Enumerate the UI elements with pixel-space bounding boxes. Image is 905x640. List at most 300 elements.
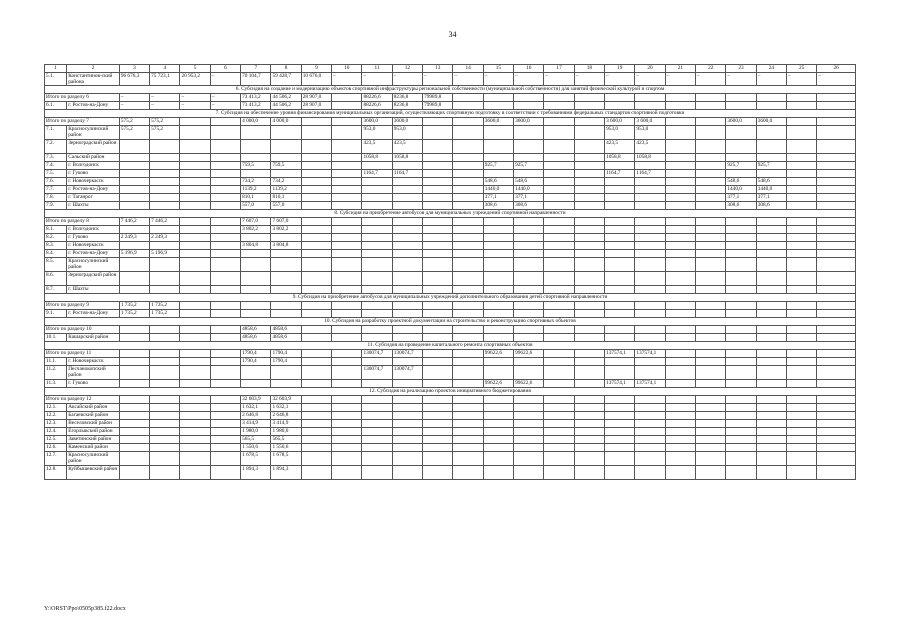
table-cell [301,334,331,342]
table-cell [392,444,422,452]
table-cell [392,466,422,480]
table-row [45,140,856,154]
table-cell [817,380,856,388]
table-cell [544,234,574,242]
table-cell [605,226,635,234]
table-cell [605,242,635,250]
table-cell [514,226,544,234]
table-cell [241,272,271,286]
table-cell [150,258,180,272]
table-cell: 2 249,3 [119,234,149,242]
row-number: 12.8. [45,466,67,480]
table-cell [423,226,453,234]
table-cell [756,94,786,102]
table-cell [574,334,604,342]
table-cell [453,154,483,162]
row-number: 6.1. [45,102,67,110]
table-cell [787,444,817,452]
table-cell [453,286,483,294]
table-cell [241,302,271,310]
table-cell [635,334,665,342]
table-cell [787,258,817,272]
table-cell [423,194,453,202]
table-cell [180,202,210,210]
table-row [45,286,856,294]
table-cell [756,218,786,226]
row-label: г. Волгодонск [67,226,120,234]
table-cell [696,178,726,186]
table-cell [301,194,331,202]
table-cell: 4858,6 [241,326,271,334]
table-cell [574,404,604,412]
total-label: Итого по разделу 6 [45,94,120,102]
table-cell: 1790,4 [241,350,271,358]
table-cell [726,126,756,140]
column-number: 18 [574,65,604,73]
column-number: 11 [362,65,392,73]
table-cell [696,102,726,110]
table-cell [817,412,856,420]
table-cell [696,242,726,250]
table-cell [332,178,362,186]
table-cell [332,258,362,272]
table-cell [180,258,210,272]
table-cell [332,118,362,126]
table-cell [574,218,604,226]
table-cell [180,118,210,126]
table-cell [665,366,695,380]
table-cell [332,102,362,110]
table-cell [241,234,271,242]
table-cell: 810,1 [241,194,271,202]
table-cell [574,94,604,102]
table-row [45,242,856,250]
table-cell [635,412,665,420]
table-cell [180,358,210,366]
table-cell [756,452,786,466]
table-cell [271,286,301,294]
table-cell [392,420,422,428]
row-label: Зерноградский район [67,140,120,154]
table-cell [817,118,856,126]
row-label: г. Шахты [67,286,120,294]
table-cell [332,428,362,436]
table-cell [483,396,513,404]
table-cell: 548,6 [726,178,756,186]
table-cell [665,218,695,226]
table-cell [301,380,331,388]
row-number: 10.1. [45,334,67,342]
table-cell: 1440,0 [756,186,786,194]
table-cell [696,466,726,480]
column-number: 6 [210,65,240,73]
section-row [45,294,856,302]
table-cell [787,218,817,226]
column-number: 15 [483,65,513,73]
table-cell [423,258,453,272]
table-cell [210,310,240,318]
table-cell: 73 413,2 [241,102,271,110]
table-cell [787,286,817,294]
table-cell [514,396,544,404]
table-cell [453,234,483,242]
table-cell [514,412,544,420]
table-cell [392,178,422,186]
table-cell [271,126,301,140]
column-number-row [45,65,856,73]
table-cell [150,420,180,428]
table-cell [696,202,726,210]
table-cell [726,242,756,250]
table-cell [119,452,149,466]
table-cell [423,178,453,186]
table-cell [544,218,574,226]
table-cell: – [150,94,180,102]
table-cell [696,302,726,310]
table-cell: 759,5 [271,162,301,170]
table-cell: 3600,0 [726,118,756,126]
table-cell [453,250,483,258]
table-cell [696,218,726,226]
table-row [45,466,856,480]
column-number: 14 [453,65,483,73]
table-cell [362,258,392,272]
table-cell [483,218,513,226]
table-cell [817,178,856,186]
table-cell: 75 723,1 [150,73,180,86]
table-cell [241,154,271,162]
table-cell [605,102,635,110]
table-cell [574,326,604,334]
table-cell: 548,6 [514,178,544,186]
table-cell [817,286,856,294]
table-cell [544,154,574,162]
table-cell [150,154,180,162]
table-cell [756,436,786,444]
table-cell: 1 980,0 [241,428,271,436]
table-cell [453,126,483,140]
column-number: 9 [301,65,331,73]
table-cell [119,140,149,154]
table-cell [150,162,180,170]
table-cell [392,380,422,388]
table-cell [362,162,392,170]
table-cell [787,326,817,334]
table-cell [635,436,665,444]
table-cell [150,326,180,334]
table-cell [453,258,483,272]
table-row [45,420,856,428]
table-cell: – [514,73,544,86]
table-cell [817,162,856,170]
table-cell [817,350,856,358]
table-cell [726,140,756,154]
table-cell [544,126,574,140]
table-cell [453,428,483,436]
table-cell [483,452,513,466]
table-cell: – [787,73,817,86]
table-cell [787,170,817,178]
row-number: 7.9. [45,202,67,210]
table-cell [423,452,453,466]
table-cell [210,226,240,234]
row-label: г. Ростов-на-Дону [67,250,120,258]
table-cell [817,366,856,380]
table-cell: 3 804,8 [241,242,271,250]
table-cell [756,412,786,420]
table-cell [392,358,422,366]
table-cell [392,452,422,466]
row-label: Сальский район [67,154,120,162]
table-cell: 575,2 [150,126,180,140]
table-cell [483,404,513,412]
table-cell [210,350,240,358]
table-cell: 810,1 [271,194,301,202]
table-cell [756,310,786,318]
table-cell [696,170,726,178]
table-cell [483,170,513,178]
table-cell [119,404,149,412]
table-cell [726,218,756,226]
table-cell [514,140,544,154]
table-cell [332,380,362,388]
table-cell [544,272,574,286]
table-row [45,162,856,170]
table-cell [180,396,210,404]
table-cell [817,226,856,234]
table-cell [453,350,483,358]
table-cell [210,126,240,140]
table-cell [635,234,665,242]
table-cell [726,358,756,366]
table-cell [423,202,453,210]
table-cell: 734,2 [271,178,301,186]
table-cell: 1164,7 [362,170,392,178]
table-cell: 925,7 [726,162,756,170]
table-cell [180,286,210,294]
column-number: 13 [423,65,453,73]
table-cell [544,452,574,466]
table-cell [514,272,544,286]
table-row [45,272,856,286]
table-cell: 99622,6 [483,380,513,388]
table-cell [756,396,786,404]
table-cell [696,428,726,436]
table-cell [756,234,786,242]
table-cell [665,94,695,102]
table-cell [635,466,665,480]
table-cell [544,186,574,194]
table-cell [574,194,604,202]
row-label: Куйбышевский район [67,466,120,480]
table-cell [665,286,695,294]
table-cell [574,242,604,250]
table-cell: 557,0 [271,202,301,210]
table-cell [635,250,665,258]
table-cell [817,358,856,366]
table-cell [665,170,695,178]
table-cell [180,334,210,342]
table-cell [362,302,392,310]
column-number: 12 [392,65,422,73]
table-cell: 1 632,1 [271,404,301,412]
table-cell [483,250,513,258]
table-cell [605,366,635,380]
table-row [45,334,856,342]
table-cell [665,154,695,162]
column-number: 7 [241,65,271,73]
column-number: 16 [514,65,544,73]
table-cell [119,154,149,162]
table-cell [301,326,331,334]
table-cell [817,272,856,286]
table-cell [514,94,544,102]
total-label: Итого по разделу 12 [45,396,120,404]
table-cell: 1058,8 [362,154,392,162]
table-cell [483,234,513,242]
table-cell [362,178,392,186]
table-cell [392,194,422,202]
column-number: 3 [119,65,149,73]
table-cell [574,436,604,444]
table-cell [210,178,240,186]
table-cell [787,380,817,388]
table-cell [423,310,453,318]
table-cell: 1 735,2 [119,302,149,310]
table-cell [514,404,544,412]
table-cell [756,334,786,342]
row-number: 8.1. [45,226,67,234]
table-cell [150,350,180,358]
table-cell [241,286,271,294]
table-cell [423,366,453,380]
table-cell [180,126,210,140]
table-cell: – [180,102,210,110]
table-cell [817,302,856,310]
row-label: Заветинский район [67,436,120,444]
table-cell [180,444,210,452]
column-number: 1 [45,65,67,73]
table-cell [210,380,240,388]
column-number: 25 [787,65,817,73]
table-cell: 734,2 [241,178,271,186]
table-cell: 5 196,9 [150,250,180,258]
table-cell: 575,2 [119,118,149,126]
table-cell: 308,6 [483,202,513,210]
table-cell: 4 000,0 [241,118,271,126]
table-cell [150,226,180,234]
table-cell [605,396,635,404]
column-number: 4 [150,65,180,73]
table-cell [544,366,574,380]
row-label: Красносулинский район [67,126,120,140]
table-cell: 377,1 [514,194,544,202]
table-cell [635,194,665,202]
table-cell [453,380,483,388]
table-cell [362,358,392,366]
table-cell [605,202,635,210]
table-cell [696,404,726,412]
table-cell [483,358,513,366]
table-cell [726,404,756,412]
table-cell [150,202,180,210]
table-cell: 1139,2 [241,186,271,194]
table-cell [696,194,726,202]
table-cell [635,218,665,226]
table-cell [453,444,483,452]
table-cell [301,444,331,452]
table-cell [453,194,483,202]
table-cell [180,154,210,162]
table-cell: – [119,102,149,110]
table-cell [726,396,756,404]
table-cell [119,350,149,358]
table-cell [756,366,786,380]
table-cell [544,226,574,234]
table-cell [787,178,817,186]
table-cell [514,170,544,178]
table-cell [787,452,817,466]
table-cell [453,170,483,178]
row-number: 11.1. [45,358,67,366]
row-label: Веселовский район [67,420,120,428]
table-cell [817,94,856,102]
table-cell [483,334,513,342]
table-cell: 1 980,0 [271,428,301,436]
table-cell [150,272,180,286]
table-cell: 557,0 [241,202,271,210]
table-cell [362,466,392,480]
table-cell: – [210,73,240,86]
total-label: Итого по разделу 8 [45,218,120,226]
table-cell [210,444,240,452]
table-cell [635,178,665,186]
table-cell [423,234,453,242]
table-cell [119,412,149,420]
table-cell: 7 446,2 [150,218,180,226]
table-cell [544,310,574,318]
table-cell [210,154,240,162]
table-cell [301,436,331,444]
table-cell [696,234,726,242]
table-cell: 10 676,0 [301,73,331,86]
table-cell: 1 550,6 [271,444,301,452]
table-cell: 1164,7 [635,170,665,178]
table-cell [483,226,513,234]
table-cell [605,452,635,466]
table-cell: 423,5 [605,140,635,154]
table-row [45,170,856,178]
table-cell [119,178,149,186]
table-cell [483,412,513,420]
table-cell [574,358,604,366]
table-cell: – [817,73,856,86]
table-cell: 32 603,9 [241,396,271,404]
row-label: г. Новочеркасск [67,358,120,366]
table-cell [180,412,210,420]
table-cell [423,186,453,194]
table-cell: 953,0 [362,126,392,140]
table-cell [301,258,331,272]
table-cell [301,186,331,194]
table-cell [150,444,180,452]
table-cell [544,436,574,444]
table-cell [453,218,483,226]
table-cell: 575,2 [150,118,180,126]
table-cell: 7 607,0 [271,218,301,226]
table-cell [332,302,362,310]
table-row [45,154,856,162]
